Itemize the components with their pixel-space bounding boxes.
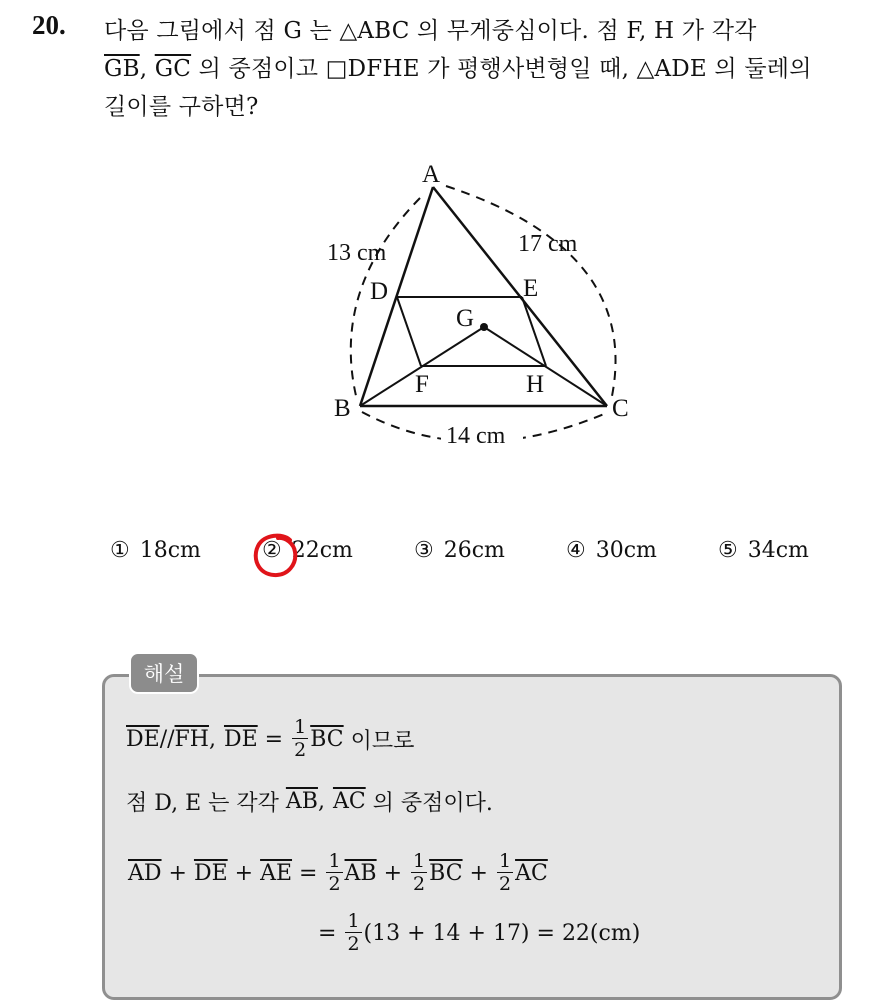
solution-text: 의 중점이다. bbox=[365, 791, 493, 816]
seg-ab: $\overline{AB}$ bbox=[285, 789, 318, 814]
plus-sign: + bbox=[161, 860, 194, 886]
seg-ae: $\overline{AE}$ bbox=[260, 860, 293, 886]
segment-eh bbox=[522, 297, 546, 366]
choice-number: ① bbox=[110, 538, 130, 563]
seg-bc: $\overline{BC}$ bbox=[429, 860, 463, 886]
length-label-ac: 17 cm bbox=[518, 231, 578, 257]
seg-ac: $\overline{AC}$ bbox=[332, 789, 366, 814]
seg-de: $\overline{DE}$ bbox=[193, 860, 228, 886]
solution-text: 점 D, E 는 각각 bbox=[126, 791, 286, 816]
plus-sign: + bbox=[462, 860, 495, 886]
solution-line-3 bbox=[128, 852, 548, 894]
point-label-h: H bbox=[526, 371, 545, 398]
choice-text: 18cm bbox=[139, 538, 201, 563]
equals-sign: = bbox=[318, 920, 344, 946]
question-number: 20. bbox=[32, 10, 66, 40]
segment-gb: $\overline{GB}$ bbox=[104, 56, 140, 82]
separator: , bbox=[139, 56, 148, 82]
solution-result: (13 + 14 + 17) = 22(cm) bbox=[363, 920, 641, 946]
choice-number: ⑤ bbox=[718, 538, 738, 563]
choice-text: 30cm bbox=[595, 538, 657, 563]
comma: , bbox=[208, 726, 216, 752]
point-label-a: A bbox=[422, 161, 441, 188]
question-line-1: 다음 그림에서 점 G 는 △ABC 의 무게중심이다. 점 F, H 가 각각 bbox=[104, 18, 757, 44]
choice-text: 34cm bbox=[747, 538, 809, 563]
solution-line-1 bbox=[126, 718, 414, 760]
choice-number: ② bbox=[262, 538, 282, 563]
comma: , bbox=[317, 789, 325, 814]
segment-gc: $\overline{GC}$ bbox=[154, 56, 192, 82]
seg-ab: $\overline{AB}$ bbox=[344, 860, 377, 886]
solution-text: 이므로 bbox=[343, 728, 415, 754]
solution-tag: 해설 bbox=[129, 652, 199, 694]
point-label-f: F bbox=[415, 371, 429, 398]
choice-5[interactable] bbox=[718, 538, 809, 563]
fraction-half: $\frac{1}{2}$ bbox=[413, 850, 426, 895]
fraction-half: $\frac{1}{2}$ bbox=[347, 910, 360, 955]
solution-line-4 bbox=[318, 912, 640, 954]
seg-de: $\overline{DE}$ bbox=[223, 726, 258, 752]
choice-4[interactable] bbox=[566, 538, 657, 563]
point-label-b: B bbox=[334, 395, 351, 422]
equals-sign: = bbox=[257, 726, 291, 752]
equals-sign: = bbox=[292, 860, 325, 886]
choice-number: ④ bbox=[566, 538, 586, 563]
seg-de: $\overline{DE}$ bbox=[126, 726, 160, 752]
length-label-bc: 14 cm bbox=[446, 423, 506, 449]
seg-ad: $\overline{AD}$ bbox=[128, 860, 162, 886]
fraction-half: $\frac{1}{2}$ bbox=[328, 850, 341, 895]
choice-3[interactable] bbox=[414, 538, 505, 563]
segment-df bbox=[397, 297, 421, 366]
seg-ac: $\overline{AC}$ bbox=[515, 860, 548, 886]
plus-sign: + bbox=[376, 860, 410, 886]
solution-line-2 bbox=[126, 786, 493, 817]
question-line-2-rest: 의 중점이고 □DFHE 가 평행사변형일 때, △ADE 의 둘레의 bbox=[191, 56, 812, 82]
fraction-half: $\frac{1}{2}$ bbox=[294, 716, 307, 761]
centroid-point bbox=[480, 323, 488, 331]
choice-text: 26cm bbox=[443, 538, 505, 563]
point-label-c: C bbox=[612, 395, 629, 422]
point-label-d: D bbox=[370, 278, 389, 305]
seg-fh: $\overline{FH}$ bbox=[174, 726, 209, 752]
question-line-3: 길이를 구하면? bbox=[104, 94, 259, 120]
answer-mark-circle bbox=[250, 530, 302, 582]
fraction-half: $\frac{1}{2}$ bbox=[498, 850, 512, 895]
point-label-e: E bbox=[523, 275, 539, 302]
plus-sign: + bbox=[227, 860, 261, 886]
length-label-ab: 13 cm bbox=[327, 240, 387, 266]
point-label-g: G bbox=[456, 305, 475, 332]
choice-text: 22cm bbox=[291, 538, 353, 563]
choice-number: ③ bbox=[414, 538, 434, 563]
parallel-sign: // bbox=[159, 726, 175, 752]
seg-bc: $\overline{BC}$ bbox=[310, 726, 344, 752]
choice-1[interactable] bbox=[110, 538, 201, 563]
